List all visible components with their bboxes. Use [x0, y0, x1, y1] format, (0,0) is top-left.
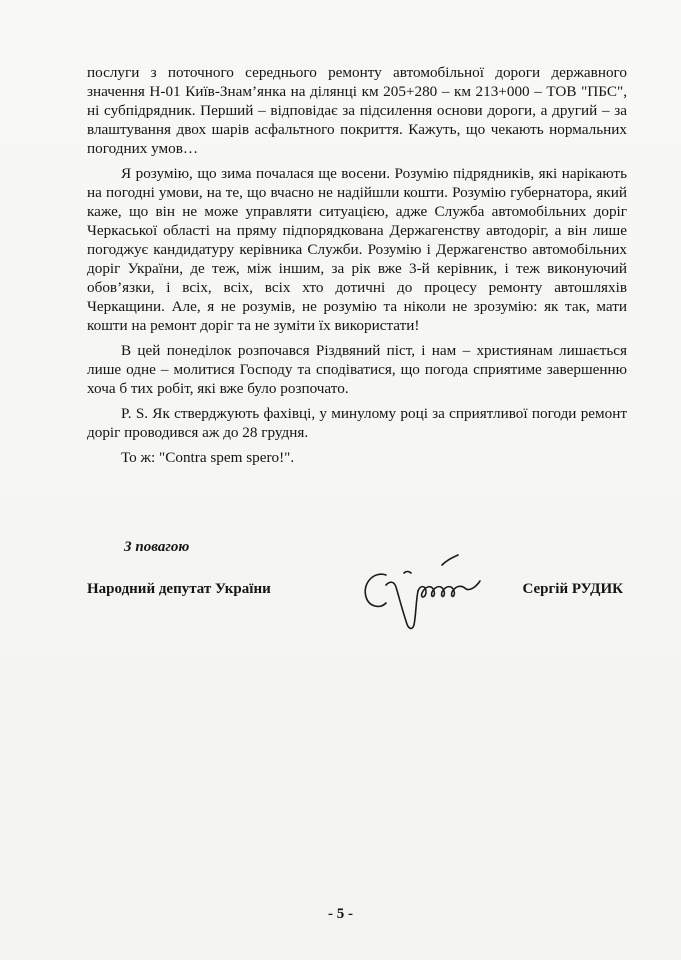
closing-phrase: З повагою	[124, 539, 190, 555]
letter-body	[87, 63, 627, 473]
signer-title: Народний депутат України	[87, 581, 271, 597]
paragraph-2: Я розумію, що зима почалася ще восени. Розумію підрядників, які нарікають на погодні умови, на те, що вчасно не надійшли кошти. Розумію губернатора, який каже, що він не може управляти ситуацією, адже Служба автомобільних доріг Черкаської області на пряму підпорядкована Держагенству автодоріг, а він лише погоджує кандидатуру керівника Служби. Розумію і Держагенство автомобільних доріг України, де теж, між іншим, за рік вже 3-й керівник, і теж виконуючий обов’язки, і всіх, всіх, всіх хто дотичні до процесу ремонту автошляхів Черкащини. Але, я не розумів, не розумію та ніколи не зрозумію: як так, мати кошти на ремонт доріг та не зуміти їх використати!	[87, 165, 627, 334]
paragraph-3: В цей понеділок розпочався Різдвяний піст, і нам – християнам лишається лише одне – молитися Господу та сподіватися, що погода сприятиме завершенню хоча б тих робіт, які вже було розпочато.	[87, 342, 627, 397]
paragraph-1: послуги з поточного середнього ремонту автомобільної дороги державного значення Н-01 Київ-Знам’янка на ділянці км 205+280 – км 213+000 – ТОВ "ПБС", ні субпідрядник. Перший – відповідає за підсилення основи дороги, а другий – за влаштування двох шарів асфальтного покриття. Кажуть, що чекають нормальних погодних умов…	[87, 64, 627, 157]
paragraph-5: То ж: "Contra spem spero!".	[121, 449, 295, 466]
page-number: - 5 -	[328, 906, 353, 922]
paragraph-4: P. S. Як стверджують фахівці, у минулому році за сприятливої погоди ремонт доріг проводився аж до 28 грудня.	[87, 405, 627, 441]
signer-name: Сергій РУДИК	[522, 581, 623, 597]
handwritten-signature	[356, 545, 496, 640]
